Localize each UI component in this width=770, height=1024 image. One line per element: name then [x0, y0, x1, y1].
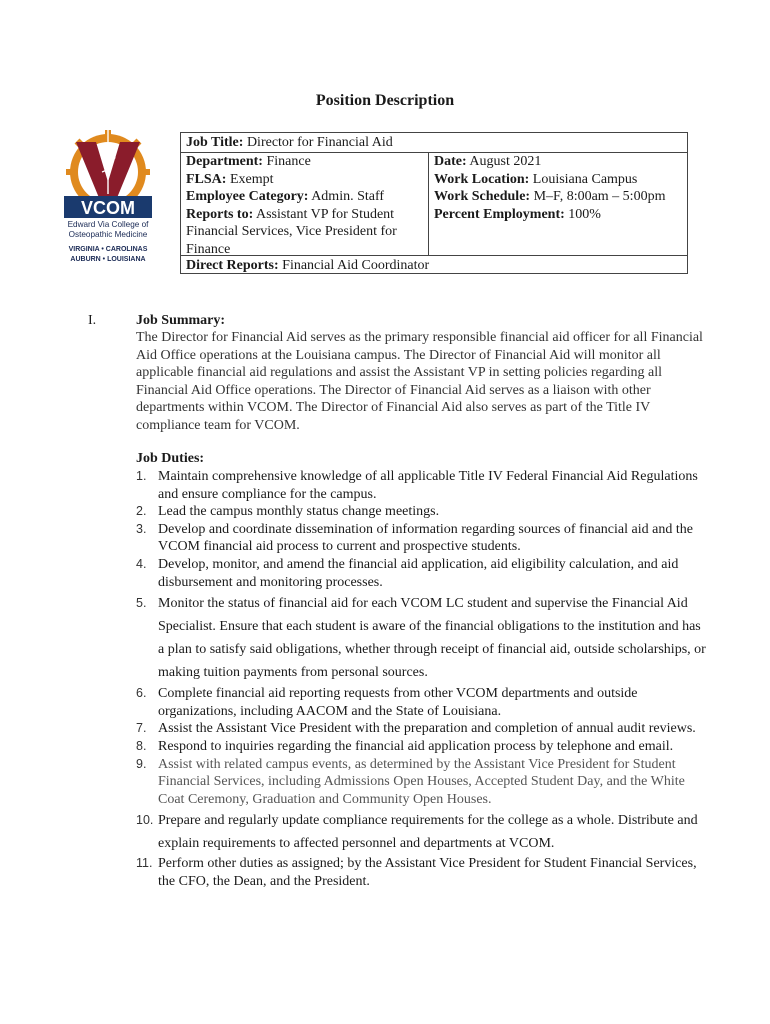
list-item-text: Maintain comprehensive knowledge of all applicable Title IV Federal Financial Aid Regulations and ensure compliance for the campus.: [158, 469, 698, 502]
logo-states-line: AUBURN • LOUISIANA: [70, 255, 146, 263]
page-title: Position Description: [315, 92, 455, 109]
job-title-label: Job Title:: [186, 135, 244, 150]
list-item: [136, 521, 706, 556]
flsa-label: FLSA:: [186, 171, 227, 187]
section-numeral: I.: [88, 313, 97, 328]
list-item-text: Monitor the status of financial aid for each VCOM LC student and supervise the Financial Aid Specialist. Ensure that each student is aware of the financial obligations to the institution and has a plan to satisfy said obligations, whether through receipt of financial aid, outside scholarships, or making tuition payments from personal sources.: [158, 596, 706, 681]
location-value: Louisiana Campus: [529, 171, 638, 187]
flsa-value: Exempt: [226, 171, 274, 187]
department-value: Finance: [262, 154, 311, 169]
list-item-number: 4.: [136, 556, 147, 571]
date-value: August 2021: [466, 154, 542, 169]
direct-reports-row: [186, 257, 429, 275]
list-item: [136, 556, 706, 591]
list-item-number: 10.: [136, 813, 154, 828]
list-item-text: Develop, monitor, and amend the financial aid application, aid eligibility calculation, and aid disbursement and monitoring processes.: [158, 556, 679, 590]
list-item-number: 6.: [136, 686, 147, 701]
schedule-value: M–F, 8:00am – 5:00pm: [530, 189, 666, 204]
logo-subtitle-line: Osteopathic Medicine: [68, 230, 148, 239]
reports-to-value: Assistant VP for Student Financial Services, Vice President for Finance: [186, 206, 397, 257]
list-item-text: Respond to inquiries regarding the financial aid application process by telephone and email.: [158, 738, 674, 754]
list-item-number: 7.: [136, 721, 147, 736]
job-duties-heading: Job Duties:: [136, 451, 205, 466]
list-item: [136, 855, 706, 890]
logo-states-line: VIRGINIA • CAROLINAS: [68, 246, 148, 253]
job-duties-list: [136, 468, 706, 891]
list-item-text: Lead the campus monthly status change meetings.: [158, 504, 440, 520]
location-label: Work Location:: [434, 171, 530, 187]
list-item: [136, 809, 706, 855]
list-item-text: Complete financial aid reporting requests from other VCOM departments and outside organizations, including AACOM and the State of Louisiana.: [158, 686, 638, 719]
list-item-text: Prepare and regularly update compliance requirements for the college as a whole. Distribute and explain requirements to affected personnel and departments at VCOM.: [158, 813, 698, 852]
job-title-value: Director for Financial Aid: [243, 135, 393, 150]
list-item: [136, 468, 706, 503]
list-item-number: 9.: [136, 756, 147, 771]
list-item-text: Assist the Assistant Vice President with the preparation and completion of annual audit reviews.: [158, 721, 696, 737]
job-title-row: [186, 134, 393, 152]
list-item-number: 8.: [136, 738, 147, 753]
list-item-text: Perform other duties as assigned; by the Assistant Vice President for Student Financial Services, the CFO, the Dean, and the President.: [158, 856, 697, 889]
logo-brand: VCOM: [81, 198, 135, 218]
list-item: [136, 685, 706, 720]
category-label: Employee Category:: [186, 189, 309, 204]
list-item: [136, 592, 706, 684]
table-divider: [428, 152, 429, 255]
percent-value: 100%: [564, 206, 601, 222]
logo-subtitle-line: Edward Via College of: [67, 220, 149, 229]
schedule-label: Work Schedule:: [434, 189, 531, 204]
date-label: Date:: [434, 154, 467, 169]
info-left-column: [186, 153, 422, 258]
list-item-number: 11.: [136, 856, 153, 871]
list-item: [136, 503, 706, 521]
list-item-number: 1.: [136, 469, 147, 483]
position-info-table: [180, 132, 688, 274]
percent-label: Percent Employment:: [434, 206, 565, 222]
logo-states: [62, 245, 154, 264]
list-item-text: Develop and coordinate dissemination of information regarding sources of financial aid and the VCOM financial aid process to current and prospective students.: [158, 521, 693, 555]
category-value: Admin. Staff: [308, 189, 385, 204]
job-summary-heading: Job Summary:: [136, 313, 226, 328]
list-item-text: Assist with related campus events, as determined by the Assistant Vice President for Student Financial Services, including Admissions Open Houses, Accepted Student Day, and the White Coat Ceremony, Graduation and Community Open Houses.: [158, 756, 685, 807]
job-summary-text: The Director for Financial Aid serves as the primary responsible financial aid officer for all Financial Aid Office operations at the Louisiana campus. The Director of Financial Aid will monitor all applicable financial aid regulations and assist the Assistant VP in setting policies regarding all Financial Aid Office operations. The Director of Financial Aid serves as a liaison with other departments within VCOM. The Director of Financial Aid also serves as part of the Title IV compliance team for VCOM.: [136, 330, 703, 433]
list-item: [136, 756, 706, 809]
reports-to-label: Reports to:: [186, 206, 254, 222]
list-item: [136, 738, 706, 756]
department-label: Department:: [186, 154, 263, 169]
info-right-column: [434, 153, 684, 223]
list-item-number: 3.: [136, 521, 147, 536]
list-item: [136, 720, 706, 738]
logo-subtitle: [62, 220, 154, 240]
list-item-number: 2.: [136, 504, 147, 519]
direct-reports-label: Direct Reports:: [186, 258, 279, 273]
direct-reports-value: Financial Aid Coordinator: [278, 258, 430, 273]
list-item-number: 5.: [136, 596, 147, 611]
table-divider: [181, 255, 687, 256]
